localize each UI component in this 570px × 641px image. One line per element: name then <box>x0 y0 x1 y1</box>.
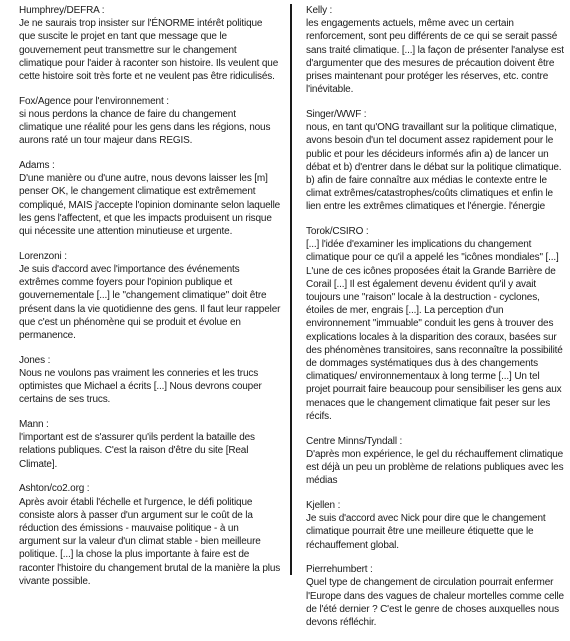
quote-entry-jones <box>19 354 281 407</box>
speaker-label: Humphrey/DEFRA : <box>19 5 105 16</box>
quote-text: D'après mon expérience, le gel du réchauffement climatique est déjà un peu un problème de relations publiques avec les médias <box>306 448 564 487</box>
quote-entry-pierrehumbert <box>306 563 564 629</box>
right-column <box>306 4 564 641</box>
quote-text: Nous ne voulons pas vraiment les conneries et les trucs optimistes que Michael a écrits [...] Nous devrons couper certains de ses trucs. <box>19 367 262 406</box>
speaker-label: Fox/Agence pour l'environnement : <box>19 95 169 107</box>
column-divider <box>290 4 292 575</box>
quote-text: Je suis d'accord avec Nick pour dire que le changement climatique pourrait être une meilleure étiquette que le réchauffement global. <box>306 513 546 551</box>
quote-text: D'une manière ou d'une autre, nous devons laisser les [m] penser OK, le changement climatique est extrêmement compliqué, MAIS j'accepte l'opinion dominante selon laquelle les gens l'affectent, et que les impacts produisent un risque qui nécessite une attention minutieuse et urgente. <box>19 173 281 238</box>
speaker-label: Jones : <box>19 354 51 366</box>
speaker-label: Pierrehumbert : <box>306 564 373 576</box>
speaker-label: Kjellen : <box>306 499 341 511</box>
speaker-label: Torok/CSIRO : <box>306 226 369 238</box>
quote-entry-minns <box>306 435 564 488</box>
quote-entry-kjellen <box>306 499 564 552</box>
speaker-label: Kelly : <box>306 5 333 16</box>
speaker-label: Ashton/co2.org : <box>19 483 90 495</box>
speaker-label: Lorenzoni : <box>19 250 67 262</box>
quote-text: Quel type de changement de circulation pourrait enfermer l'Europe dans des vagues de chaleur mortelles comme celle de l'été dernier ? C'est le genre de choses auxquelles nous devons réfléchir. <box>306 577 564 629</box>
quote-text: [...] l'idée d'examiner les implications du changement climatique pour ce qu'il a appelé les "icônes mondiales" [...] L'une de ces icônes proposées était la Grande Barrière de Corail [...] Il est également devenu évident qu'il y avait toujours une "raison" locale à la destruction - cyclones, étoiles de mer, engrais [...]. La perception d'un environnement "immuable" conduit les gens à trouver des explications locales à la disparition des coraux, basées sur des phénomènes transitoires, sans reconnaître la possibilité de dommages systématiques dus à des changements climatiques/ environnementaux à long terme [...] Un tel projet pourrait faire beaucoup pour sensibiliser les gens aux menaces que le changement climatique fait peser sur les récifs. <box>306 239 563 422</box>
quote-text: Je ne saurais trop insister sur l'ÉNORME intérêt politique que suscite le projet en tant que message que le gouvernement peut transmettre sur le changement climatique pour l'aider à raconter son histoire. Ils veulent que cette histoire soit très forte et ne veulent pas être ridiculisés. <box>19 18 279 83</box>
quote-text: Après avoir établi l'échelle et l'urgence, le défi politique consiste alors à passer d'un argument sur le coût de la réduction des émissions - mauvaise politique - à un argument sur la valeur d'un climat stable - bien meilleure politique. [...] la chose la plus importante à faire est de raconter l'histoire du changement brutal de la manière la plus vivante possible. <box>19 496 281 587</box>
speaker-label: Adams : <box>19 160 55 172</box>
quote-text: les engagements actuels, même avec un certain renforcement, sont peu différents de ce qui se serait passé sans traité climatique. [...] la façon de présenter l'analyse est d'argumenter que des mesures de précaution doivent être prises maintenant pour protéger les réserves, etc. contre l'inévitable. <box>306 18 564 96</box>
quote-entry-humphrey <box>19 4 281 83</box>
speaker-label: Singer/WWF : <box>306 108 367 120</box>
quote-text: si nous perdons la chance de faire du changement climatique une réalité pour les gens dans les régions, nous aurons raté un tour majeur dans REGIS. <box>19 108 271 147</box>
quote-entry-lorenzoni <box>19 250 281 342</box>
quote-entry-adams <box>19 159 281 238</box>
left-column <box>19 4 281 599</box>
quote-entry-kelly <box>306 4 564 96</box>
quote-entry-torok <box>306 225 564 423</box>
speaker-label: Mann : <box>19 418 49 430</box>
quote-entry-fox <box>19 95 281 148</box>
quote-entry-singer <box>306 108 564 214</box>
quote-text: nous, en tant qu'ONG travaillant sur la politique climatique, avons besoin d'un tel document assez rapidement pour le public et pour les décideurs informés afin a) de lancer un débat et b) d'entrer dans le débat sur la politique climatique. b) afin de faire connaître aux médias le contexte entre le climat extrêmes/catastrophes/coûts climatiques et enfin le lien entre les extrêmes climatiques et l'énergie. l'énergie <box>306 122 562 213</box>
speaker-label: Centre Minns/Tyndall : <box>306 435 403 447</box>
quote-text: l'important est de s'assurer qu'ils perdent la bataille des relations publiques. C'est la raison d'être du site [Real Climate]. <box>19 432 255 470</box>
quote-text: Je suis d'accord avec l'importance des événements extrêmes comme foyers pour l'opinion publique et gouvernementale [...] le "changement climatique" doit être présent dans la vie quotidienne des gens. Il faut leur rappeler que c'est un phénomène qui se produit et évolue en permanence. <box>19 263 281 341</box>
quote-entry-mann <box>19 418 281 471</box>
quote-entry-ashton <box>19 482 281 588</box>
